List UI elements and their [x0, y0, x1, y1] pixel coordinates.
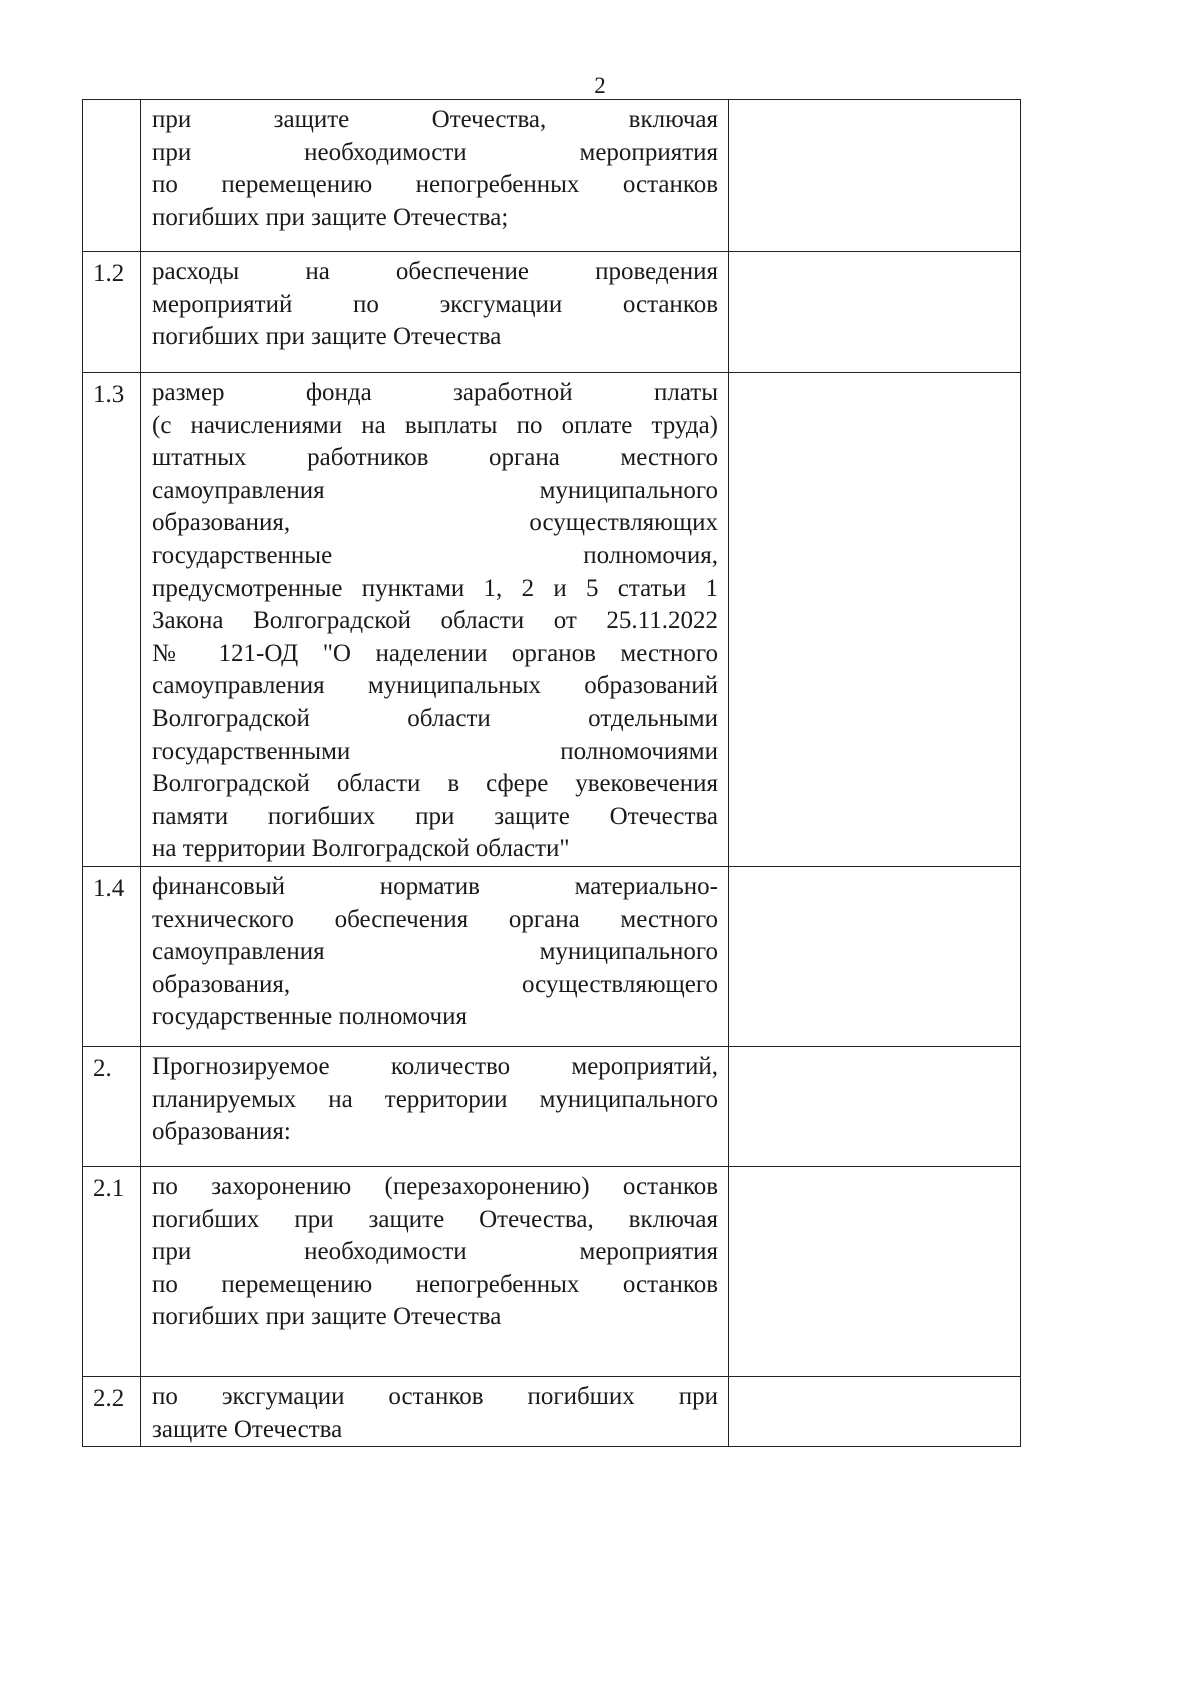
description-line: самоуправления муниципальных образований: [152, 672, 718, 700]
row-description-cell: [141, 1376, 729, 1446]
table-row: [83, 373, 1021, 867]
row-value-cell: [729, 866, 1021, 1046]
description-line: защите Отечества: [152, 1415, 343, 1443]
description-line: планируемых на территории муниципального: [152, 1085, 718, 1113]
row-number-cell: 2.: [83, 1046, 141, 1166]
description-line: при защите Отечества, включая: [152, 106, 718, 133]
description-line: размер фонда заработной платы: [152, 379, 718, 406]
page-number: 2: [594, 73, 606, 98]
row-number-cell: 2.2: [83, 1376, 141, 1446]
table-row: [83, 866, 1021, 1046]
description-line: расходы на обеспечение проведения: [152, 258, 718, 285]
description-line: на территории Волгоградской области": [152, 835, 570, 863]
row-description-cell: [141, 1166, 729, 1376]
description-line: Волгоградской области в сфере увековечения: [152, 770, 718, 798]
description-line: мероприятий по эксгумации останков: [152, 290, 718, 318]
description-line: по эксгумации останков погибших при: [152, 1382, 718, 1410]
row-description-cell: [141, 252, 729, 373]
description-line: образования, осуществляющих: [152, 509, 718, 537]
description-line: (с начислениями на выплаты по оплате труда): [152, 411, 718, 439]
row-value-cell: [729, 1166, 1021, 1376]
description-line: при необходимости мероприятия: [152, 1238, 718, 1266]
row-number-cell: 1.4: [83, 866, 141, 1046]
row-number-cell: 1.3: [83, 373, 141, 867]
row-value-cell: [729, 1046, 1021, 1166]
description-line: штатных работников органа местного: [152, 444, 718, 472]
description-line: образования:: [152, 1118, 291, 1146]
row-value-cell: [729, 252, 1021, 373]
description-line: государственные полномочия: [152, 1003, 467, 1031]
description-line: государственными полномочиями: [152, 737, 718, 765]
description-line: погибших при защите Отечества: [152, 323, 502, 351]
table-row: [83, 1046, 1021, 1166]
description-line: финансовый норматив материально-: [152, 872, 718, 900]
description-line: погибших при защите Отечества, включая: [152, 1205, 718, 1233]
table-row: [83, 100, 1021, 252]
description-line: самоуправления муниципального: [152, 938, 718, 966]
description-line: технического обеспечения органа местного: [152, 905, 718, 933]
description-line: образования, осуществляющего: [152, 970, 718, 998]
description-line: Волгоградской области отдельными: [152, 704, 718, 732]
table-row: [83, 1166, 1021, 1376]
row-description-cell: [141, 373, 729, 867]
description-line: по перемещению непогребенных останков: [152, 1270, 718, 1298]
row-number-cell: [83, 100, 141, 252]
description-line: погибших при защите Отечества;: [152, 203, 509, 231]
description-line: № 121-ОД "О наделении органов местного: [152, 639, 718, 667]
description-line: Закона Волгоградской области от 25.11.2022: [152, 607, 718, 635]
description-line: при необходимости мероприятия: [152, 138, 718, 166]
description-line: Прогнозируемое количество мероприятий,: [152, 1052, 718, 1080]
row-number-cell: 1.2: [83, 252, 141, 373]
row-description-cell: [141, 1046, 729, 1166]
row-number-cell: 2.1: [83, 1166, 141, 1376]
description-line: государственные полномочия,: [152, 541, 718, 569]
row-value-cell: [729, 1376, 1021, 1446]
row-description-cell: [141, 866, 729, 1046]
row-value-cell: [729, 373, 1021, 867]
row-value-cell: [729, 100, 1021, 252]
description-line: по перемещению непогребенных останков: [152, 171, 718, 199]
description-line: самоуправления муниципального: [152, 476, 718, 504]
description-line: предусмотренные пунктами 1, 2 и 5 статьи 1: [152, 574, 718, 602]
row-description-cell: [141, 100, 729, 252]
description-line: погибших при защите Отечества: [152, 1303, 502, 1331]
description-line: по захоронению (перезахоронению) останков: [152, 1172, 718, 1200]
table-row: [83, 1376, 1021, 1446]
description-line: памяти погибших при защите Отечества: [152, 802, 718, 830]
table-row: [83, 252, 1021, 373]
document-table: [82, 99, 1021, 1447]
table-body: [83, 100, 1021, 1447]
